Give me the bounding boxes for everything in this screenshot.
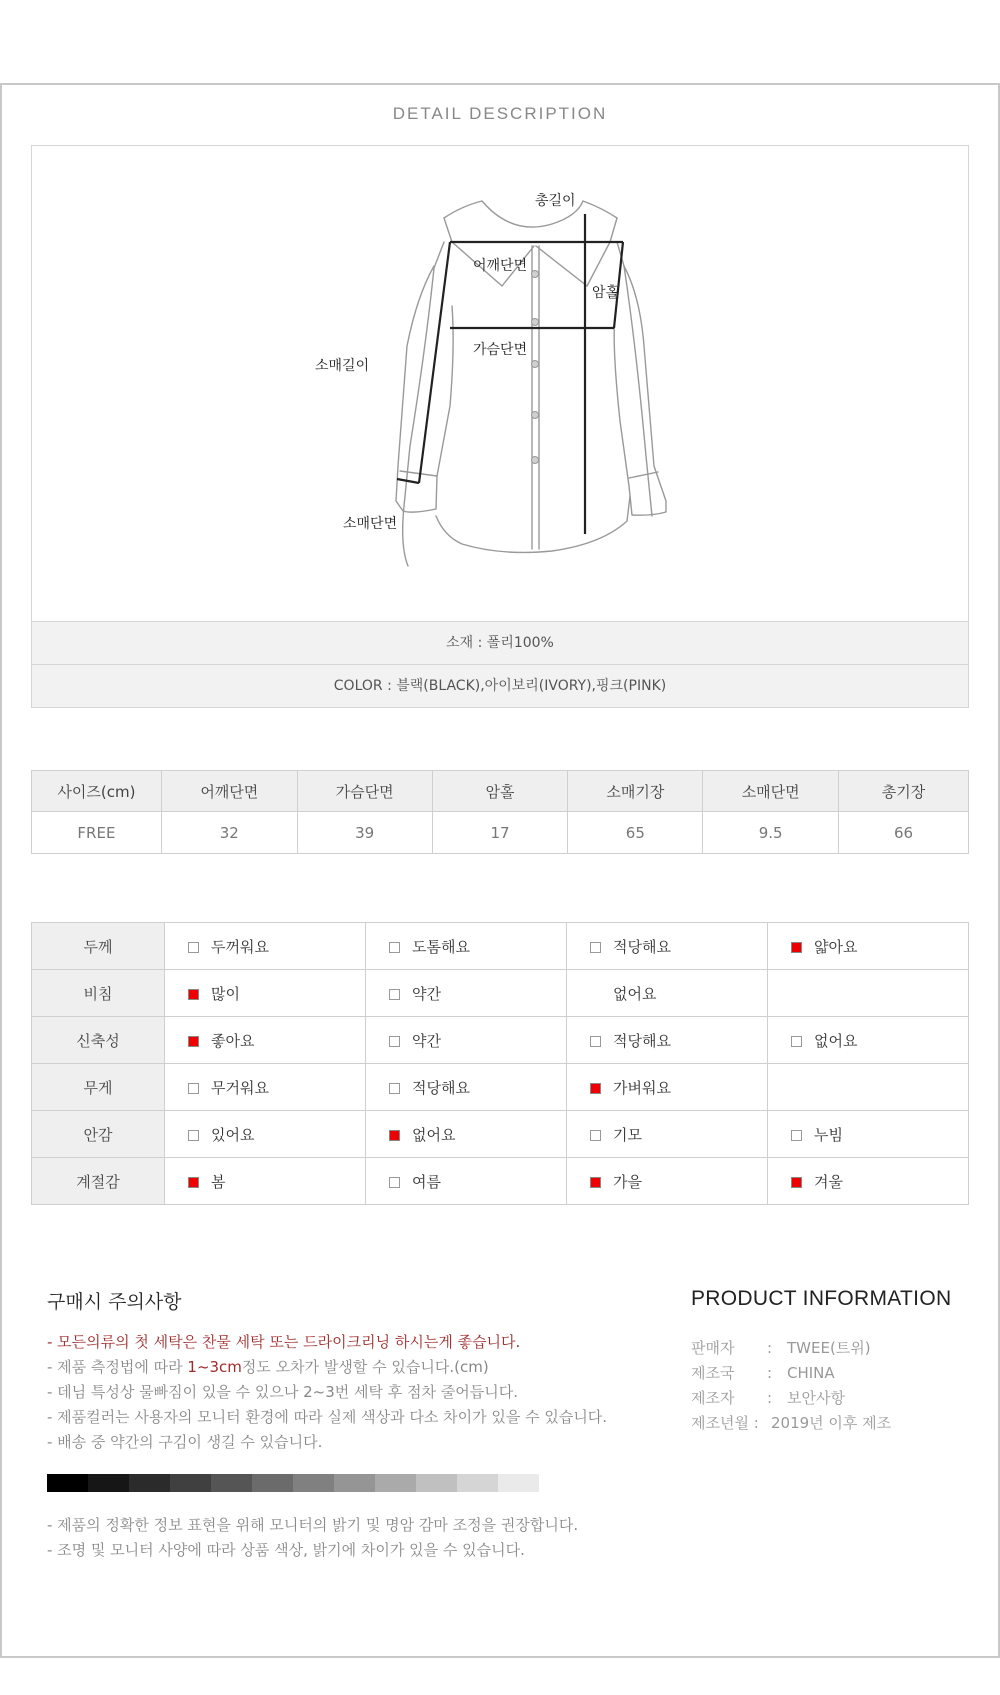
checkbox-icon [389, 1083, 400, 1094]
size-table [31, 770, 969, 854]
option-label: 봄 [211, 1172, 226, 1191]
product-info [691, 1336, 891, 1436]
option-label: 있어요 [211, 1125, 255, 1144]
attribute-label: 무게 [32, 1064, 165, 1111]
attribute-option [567, 923, 768, 970]
attribute-option [366, 1064, 567, 1111]
notice-highlight: 1~3cm [187, 1358, 242, 1376]
option-label: 없어요 [412, 1125, 456, 1144]
label-shoulder: 어깨단면 [473, 258, 528, 274]
attribute-row [32, 1017, 969, 1064]
checkbox-icon [590, 1130, 601, 1141]
gradient-swatch [252, 1474, 293, 1492]
attribute-option [768, 1158, 969, 1205]
size-cell: 39 [297, 812, 432, 854]
info-value: CHINA [787, 1364, 835, 1382]
size-header-cell: 암홀 [432, 771, 568, 812]
product-info-row [691, 1386, 891, 1411]
attribute-label: 비침 [32, 970, 165, 1017]
attribute-label: 두께 [32, 923, 165, 970]
option-label: 겨울 [814, 1172, 843, 1191]
checked-box-icon [188, 1177, 199, 1188]
attribute-option [768, 923, 969, 970]
info-key: 제조자 [691, 1389, 735, 1407]
checkbox-icon [791, 1036, 802, 1047]
attribute-option [366, 970, 567, 1017]
option-label: 적당해요 [613, 1031, 671, 1050]
attribute-option [768, 1064, 969, 1111]
attribute-option [567, 1111, 768, 1158]
notice-text: - 제품 측정법에 따라 [47, 1358, 188, 1376]
option-label: 무거워요 [211, 1078, 269, 1097]
info-value: 2019년 이후 제조 [771, 1414, 892, 1432]
size-diagram-box [31, 145, 969, 708]
attribute-option [366, 1017, 567, 1064]
option-label: 얇아요 [814, 937, 858, 956]
monitor-notice [47, 1513, 578, 1563]
attribute-label: 계절감 [32, 1158, 165, 1205]
gradient-swatch [211, 1474, 252, 1492]
size-cell: 65 [568, 812, 703, 854]
gradient-swatch [416, 1474, 457, 1492]
attribute-option [567, 1064, 768, 1111]
checkbox-icon [389, 1036, 400, 1047]
attribute-option [567, 1158, 768, 1205]
notice-line: - 모든의류의 첫 세탁은 찬물 세탁 또는 드라이크리닝 하시는게 좋습니다. [47, 1333, 521, 1351]
info-sep: : [767, 1339, 773, 1357]
size-header-cell: 가슴단면 [297, 771, 432, 812]
option-label: 여름 [412, 1172, 441, 1191]
info-key: 제조년월 : [691, 1414, 759, 1432]
checkbox-icon [188, 1130, 199, 1141]
checkbox-icon [590, 1036, 601, 1047]
attribute-option [366, 923, 567, 970]
attribute-option [768, 1017, 969, 1064]
attribute-option [165, 1017, 366, 1064]
option-label: 적당해요 [613, 937, 671, 956]
size-cell: 17 [432, 812, 568, 854]
label-sleeve-width: 소매단면 [343, 516, 398, 532]
checkbox-icon [188, 942, 199, 953]
option-label: 없어요 [613, 984, 657, 1003]
attribute-label: 신축성 [32, 1017, 165, 1064]
attribute-row [32, 970, 969, 1017]
label-chest: 가슴단면 [473, 342, 528, 358]
option-label: 두꺼워요 [211, 937, 269, 956]
detail-title: DETAIL DESCRIPTION [392, 104, 608, 123]
gradient-swatch [375, 1474, 416, 1492]
notice-text: 정도 오차가 발생할 수 있습니다.(cm) [241, 1358, 489, 1376]
checked-box-icon [188, 989, 199, 1000]
info-value: 보안사항 [787, 1389, 845, 1407]
info-key: 판매자 [691, 1339, 735, 1357]
option-label: 누빔 [814, 1125, 843, 1144]
attribute-option [165, 923, 366, 970]
attribute-option [165, 1111, 366, 1158]
attribute-option [165, 1158, 366, 1205]
notice-line: - 데님 특성상 물빠짐이 있을 수 있으나 2~3번 세탁 후 점차 줄어듭니다. [47, 1383, 519, 1401]
gradient-swatch [129, 1474, 170, 1492]
checkbox-icon [590, 942, 601, 953]
size-header-cell: 어깨단면 [161, 771, 297, 812]
size-cell: 66 [839, 812, 969, 854]
notice-line: - 제품컬러는 사용자의 모니터 환경에 따라 실제 색상과 다소 차이가 있을 수 있습니다. [47, 1408, 608, 1426]
option-label: 도톰해요 [412, 937, 470, 956]
attribute-option [567, 970, 768, 1017]
checked-box-icon [389, 1130, 400, 1141]
attribute-option [768, 1111, 969, 1158]
attribute-option [768, 970, 969, 1017]
attribute-row [32, 1158, 969, 1205]
attribute-row [32, 1064, 969, 1111]
size-header-cell: 소매기장 [568, 771, 703, 812]
label-armhole: 암홀 [592, 285, 620, 301]
notice-line: - 배송 중 약간의 구김이 생길 수 있습니다. [47, 1433, 323, 1451]
gradient-swatch [170, 1474, 211, 1492]
checked-box-icon [791, 1177, 802, 1188]
attribute-option [165, 970, 366, 1017]
size-header-cell: 소매단면 [703, 771, 839, 812]
attribute-option [366, 1158, 567, 1205]
checkbox-icon [389, 942, 400, 953]
shirt-diagram [32, 146, 968, 612]
monitor-gradient-bar [47, 1474, 539, 1492]
attribute-row [32, 923, 969, 970]
info-sep: : [767, 1364, 773, 1382]
attribute-table [31, 922, 969, 1205]
attribute-option [366, 1111, 567, 1158]
product-info-row [691, 1361, 891, 1386]
size-table-header [32, 771, 969, 812]
checkbox-icon [791, 1130, 802, 1141]
size-table-row [32, 812, 969, 854]
option-label: 약간 [412, 984, 441, 1003]
attribute-row [32, 1111, 969, 1158]
notice-line: - 조명 및 모니터 사양에 따라 상품 색상, 밝기에 차이가 있을 수 있습니다. [47, 1541, 525, 1559]
info-key: 제조국 [691, 1364, 735, 1382]
checkbox-icon [389, 989, 400, 1000]
option-label: 기모 [613, 1125, 642, 1144]
material-row: 소재 : 폴리100% [32, 621, 968, 664]
gradient-swatch [47, 1474, 88, 1492]
info-value: TWEE(트위) [787, 1339, 871, 1357]
size-header-cell: 사이즈(cm) [32, 771, 162, 812]
option-label: 적당해요 [412, 1078, 470, 1097]
product-info-row [691, 1411, 891, 1436]
checked-box-icon [590, 1177, 601, 1188]
info-sep: : [767, 1389, 773, 1407]
product-info-title: PRODUCT INFORMATION [691, 1287, 952, 1310]
notice-line: - 제품의 정확한 정보 표현을 위해 모니터의 밝기 및 명암 감마 조정을 권장합니다. [47, 1516, 579, 1534]
option-label: 가을 [613, 1172, 642, 1191]
attribute-option [165, 1064, 366, 1111]
checkbox-icon [188, 1083, 199, 1094]
option-label: 없어요 [814, 1031, 858, 1050]
attribute-label: 안감 [32, 1111, 165, 1158]
color-row: COLOR : 블랙(BLACK),아이보리(IVORY),핑크(PINK) [32, 664, 968, 707]
gradient-swatch [88, 1474, 129, 1492]
size-cell: FREE [32, 812, 162, 854]
option-label: 가벼워요 [613, 1078, 671, 1097]
checkbox-icon [389, 1177, 400, 1188]
size-cell: 9.5 [703, 812, 839, 854]
notice-title: 구매시 주의사항 [47, 1291, 182, 1313]
gradient-swatch [293, 1474, 334, 1492]
size-header-cell: 총기장 [839, 771, 969, 812]
product-info-row [691, 1336, 891, 1361]
option-label: 많이 [211, 984, 240, 1003]
gradient-swatch [498, 1474, 539, 1492]
gradient-swatch [334, 1474, 375, 1492]
checked-box-icon [590, 1083, 601, 1094]
attribute-option [567, 1017, 768, 1064]
checked-box-icon [791, 942, 802, 953]
checked-box-icon [188, 1036, 199, 1047]
label-total-length: 총길이 [535, 193, 576, 209]
gradient-swatch [457, 1474, 498, 1492]
size-cell: 32 [161, 812, 297, 854]
purchase-notice [47, 1330, 607, 1455]
label-sleeve-length: 소매길이 [315, 358, 370, 374]
notice-line [47, 1355, 607, 1380]
option-label: 약간 [412, 1031, 441, 1050]
checkbox-icon [590, 989, 601, 1000]
option-label: 좋아요 [211, 1031, 255, 1050]
